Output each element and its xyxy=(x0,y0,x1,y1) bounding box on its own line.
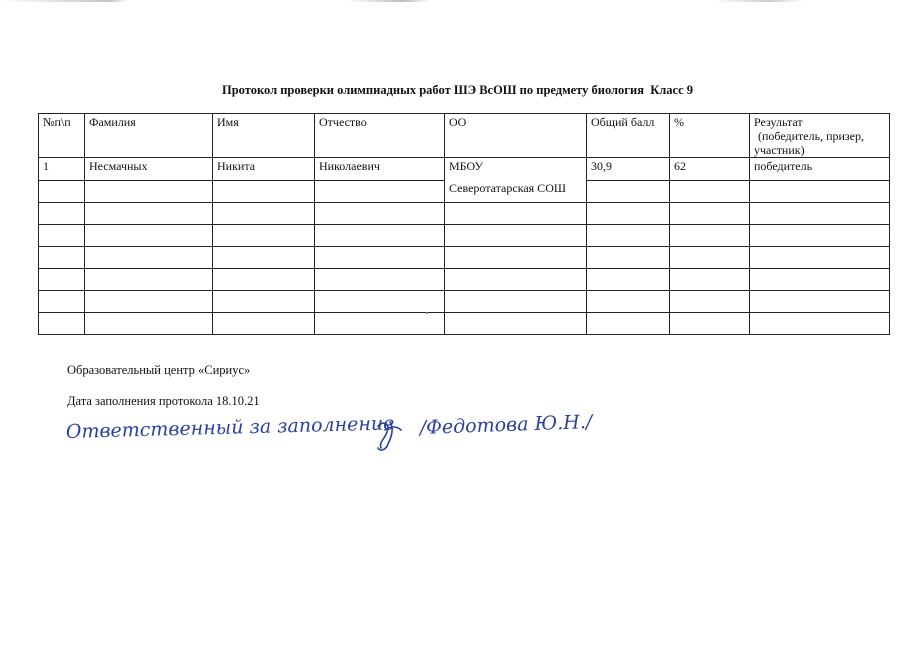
empty-cell xyxy=(587,225,670,247)
empty-cell xyxy=(750,225,890,247)
empty-cell xyxy=(213,313,315,335)
empty-cell xyxy=(85,269,213,291)
cell-result: победитель xyxy=(750,158,890,181)
empty-cell xyxy=(213,291,315,313)
empty-cell xyxy=(315,291,445,313)
header-result-line2: (победитель, призер, xyxy=(758,129,865,143)
cell-name: Никита xyxy=(213,158,315,181)
results-table xyxy=(38,113,890,335)
empty-cell xyxy=(213,203,315,225)
handwritten-note: Ответственный за заполнение xyxy=(65,412,395,443)
empty-cell xyxy=(39,313,85,335)
cell-num: 1 xyxy=(39,158,85,181)
scan-dot-artifact xyxy=(426,312,428,314)
empty-cell xyxy=(85,181,213,203)
cell-org-line1: МБОУ xyxy=(449,159,483,173)
cell-org xyxy=(445,158,587,203)
handwritten-name: /Федотова Ю.Н./ xyxy=(419,410,593,439)
empty-cell xyxy=(587,203,670,225)
empty-cell xyxy=(315,313,445,335)
empty-cell xyxy=(670,269,750,291)
table-row xyxy=(39,247,890,269)
header-result xyxy=(750,114,890,158)
empty-cell xyxy=(445,313,587,335)
empty-cell xyxy=(750,313,890,335)
empty-cell xyxy=(315,225,445,247)
cell-total: 30,9 xyxy=(587,158,670,181)
header-total: Общий балл xyxy=(587,114,670,158)
table-row xyxy=(39,291,890,313)
empty-cell xyxy=(85,225,213,247)
empty-cell xyxy=(315,181,445,203)
empty-cell xyxy=(85,203,213,225)
empty-cell xyxy=(445,225,587,247)
empty-cell xyxy=(315,247,445,269)
header-result-line1: Результат xyxy=(754,115,803,129)
empty-cell xyxy=(670,313,750,335)
empty-cell xyxy=(39,291,85,313)
org-center-text: Образовательный центр «Сириус» xyxy=(67,363,251,377)
empty-cell xyxy=(587,181,670,203)
fill-date-text: Дата заполнения протокола 18.10.21 xyxy=(67,394,260,408)
empty-cell xyxy=(213,247,315,269)
header-name: Имя xyxy=(213,114,315,158)
empty-cell xyxy=(39,247,85,269)
empty-cell xyxy=(587,247,670,269)
empty-cell xyxy=(445,291,587,313)
handwriting-svg xyxy=(60,406,600,456)
scan-edge-artifact xyxy=(0,0,915,2)
empty-cell xyxy=(750,269,890,291)
empty-cell xyxy=(213,269,315,291)
header-surname: Фамилия xyxy=(85,114,213,158)
empty-cell xyxy=(750,203,890,225)
empty-cell xyxy=(85,291,213,313)
header-result-line3: участник) xyxy=(754,143,805,157)
protocol-title: Протокол проверки олимпиадных работ ШЭ ВсОШ по предмету биология Класс 9 xyxy=(221,83,693,97)
empty-cell xyxy=(85,313,213,335)
empty-cell xyxy=(315,269,445,291)
empty-cell xyxy=(85,247,213,269)
empty-cell xyxy=(670,291,750,313)
header-org: ОО xyxy=(445,114,587,158)
empty-cell xyxy=(445,203,587,225)
cell-org-line2: Северотатарская СОШ xyxy=(449,181,566,195)
empty-cell xyxy=(587,313,670,335)
header-patronymic: Отчество xyxy=(315,114,445,158)
empty-cell xyxy=(39,181,85,203)
empty-cell xyxy=(213,225,315,247)
handwritten-signature-line xyxy=(60,406,600,456)
table-row xyxy=(39,225,890,247)
empty-cell xyxy=(445,269,587,291)
empty-cell xyxy=(213,181,315,203)
cell-patronymic: Николаевич xyxy=(315,158,445,181)
cell-surname: Несмачных xyxy=(85,158,213,181)
empty-cell xyxy=(39,203,85,225)
empty-cell xyxy=(670,247,750,269)
empty-cell xyxy=(670,225,750,247)
empty-cell xyxy=(750,181,890,203)
empty-cell xyxy=(39,269,85,291)
empty-cell xyxy=(315,203,445,225)
header-num: №п\п xyxy=(39,114,85,158)
cell-percent: 62 xyxy=(670,158,750,181)
empty-cell xyxy=(587,291,670,313)
empty-cell xyxy=(670,203,750,225)
table-header-row xyxy=(39,114,890,158)
empty-cell xyxy=(445,247,587,269)
empty-cell xyxy=(39,225,85,247)
empty-cell xyxy=(750,247,890,269)
empty-cell xyxy=(750,291,890,313)
empty-cell xyxy=(587,269,670,291)
empty-cell xyxy=(670,181,750,203)
header-percent: % xyxy=(670,114,750,158)
table-row xyxy=(39,158,890,181)
table-row xyxy=(39,313,890,335)
table-row xyxy=(39,269,890,291)
table-row xyxy=(39,203,890,225)
